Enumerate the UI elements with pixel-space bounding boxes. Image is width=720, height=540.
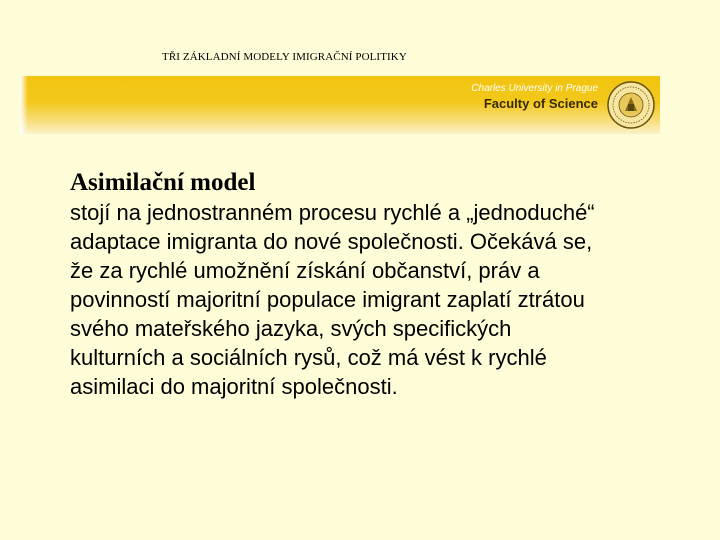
banner-fade — [20, 76, 28, 134]
university-banner — [20, 76, 660, 134]
university-seal-icon — [606, 80, 656, 130]
body-line: asimilaci do majoritní společnosti. — [70, 374, 398, 399]
slide-content — [70, 168, 700, 401]
university-name: Charles University in Prague — [471, 83, 598, 94]
slide-header-title: TŘI ZÁKLADNÍ MODELY IMIGRAČNÍ POLITIKY — [162, 51, 407, 63]
university-name-block — [471, 84, 598, 110]
section-heading: Asimilační model — [70, 169, 256, 196]
body-line: stojí na jednostranném procesu rychlé a „jednoduché“ — [70, 200, 595, 225]
body-line: kulturních a sociálních rysů, což má vést k rychlé — [70, 345, 547, 370]
faculty-name: Faculty of Science — [483, 96, 598, 111]
body-line: svého mateřského jazyka, svých specifických — [70, 316, 512, 341]
body-line: povinností majoritní populace imigrant zaplatí ztrátou — [70, 287, 585, 312]
body-paragraph — [70, 198, 690, 401]
body-line: adaptace imigranta do nové společnosti. Očekává se, — [70, 229, 593, 254]
body-line: že za rychlé umožnění získání občanství, práv a — [70, 258, 540, 283]
